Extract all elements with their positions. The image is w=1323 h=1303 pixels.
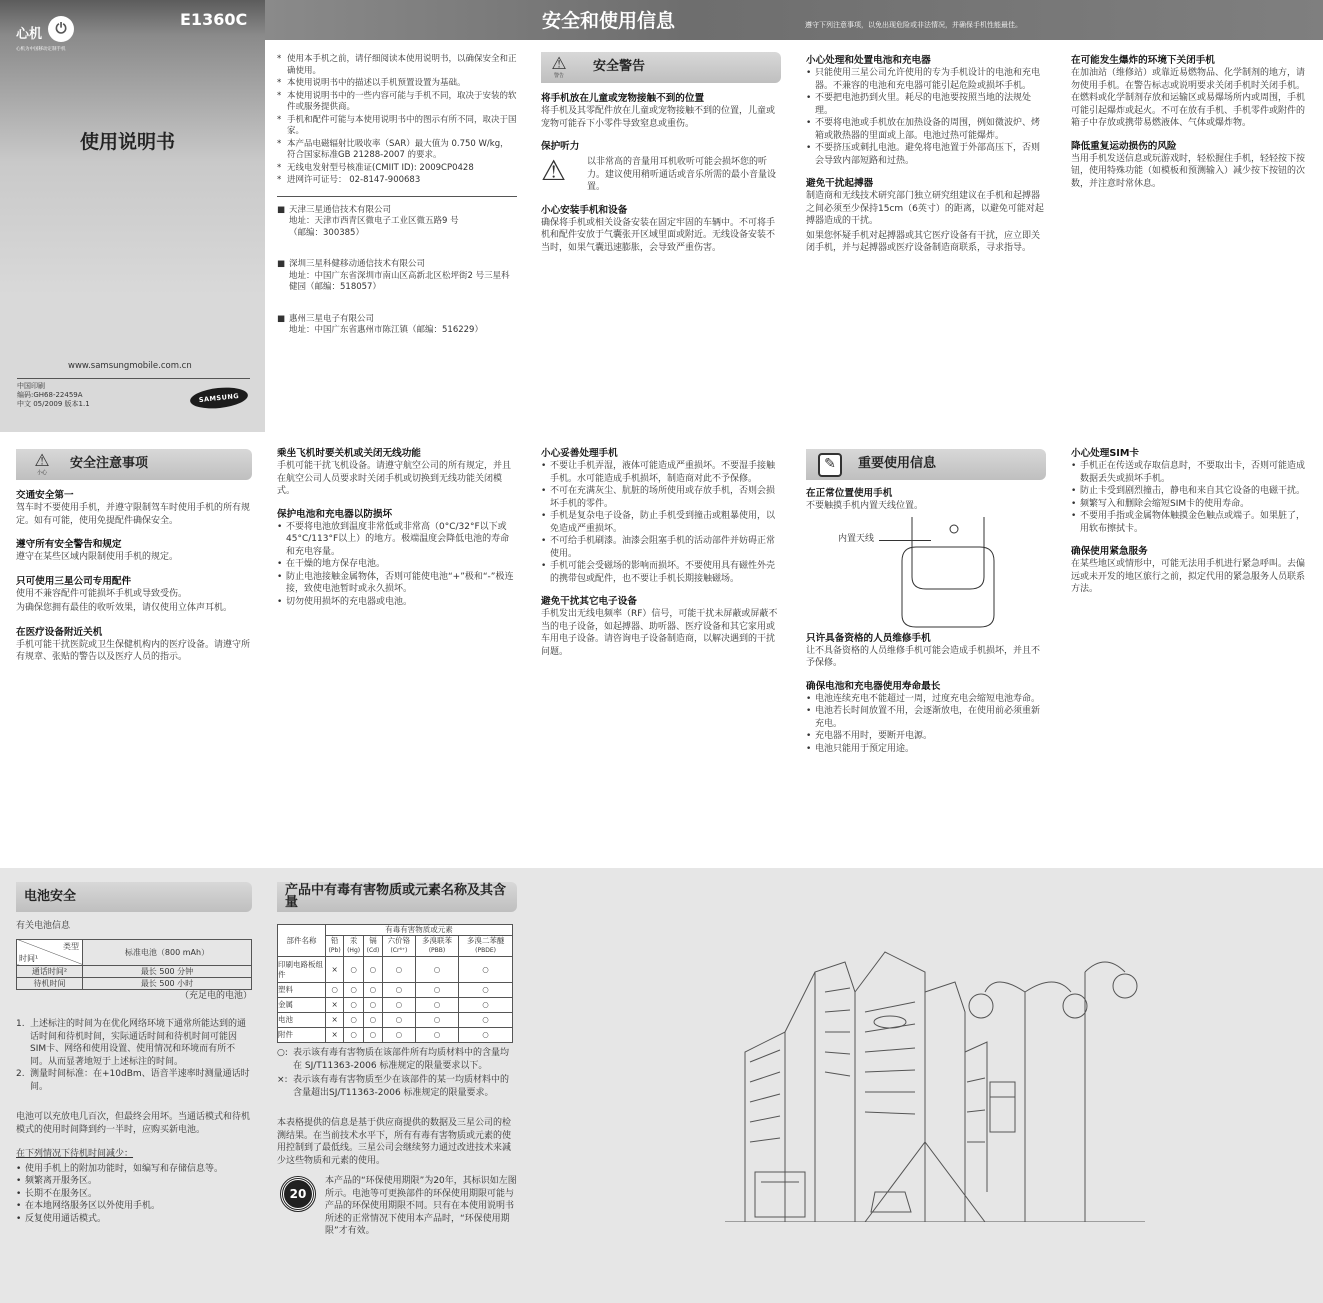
battery-banner [16, 882, 252, 912]
section-title: 在正常位置使用手机 [806, 488, 893, 499]
section-text: 为确保您拥有最佳的收听效果，请仅使用立体声耳机。 [16, 603, 233, 613]
bullet-list [806, 693, 1046, 756]
notes-list [277, 54, 517, 187]
element-name: 汞 [349, 936, 358, 945]
table-row [278, 1013, 513, 1028]
caution-icon-label: 小心 [36, 470, 47, 476]
bullet-item: • 不要挤压或刺扎电池。避免将电池置于外部高压下，否则会导致内部短路和过热。 [806, 142, 1046, 167]
company-name: 惠州三星电子有限公司 [289, 313, 375, 324]
table-row [278, 998, 513, 1013]
cell: ○ [459, 957, 513, 983]
section-text: 制造商和无线技术研究部门独立研究组建议在手机和起搏器之间必须至少保持15cm（6英寸）的距离，以避免可能对起搏器造成的干扰。 [806, 191, 1044, 226]
section-text: 以非常高的音量用耳机收听可能会损坏您的听力。建议使用稍听通话或音乐所需的最小音量设置。 [587, 157, 777, 192]
company-name: 天津三星通信技术有限公司 [289, 204, 392, 215]
bullet-item: • 不可给手机刷漆。油漆会阻塞手机的活动部件并妨碍正常使用。 [541, 535, 781, 560]
company-address: 地址：天津市西青区微电子工业区微五路9 号 [289, 216, 459, 226]
section-title: 小心处理SIM卡 [1071, 448, 1139, 459]
cell: ○ [344, 1028, 364, 1043]
bullet-item: • 切勿使用损坏的充电器或电池。 [277, 596, 517, 609]
cell: ○ [459, 1013, 513, 1028]
cell: ○ [383, 998, 416, 1013]
bullet-item: • 反复使用通话模式。 [16, 1213, 252, 1226]
hazard-legend [277, 1047, 517, 1099]
section-title: 避免干扰起搏器 [806, 178, 874, 189]
reduce-title: 在下列情况下待机时间减少： [16, 1149, 134, 1159]
bullet-item: • 手机是复杂电子设备，防止手机受到撞击或粗暴使用，以免造成严重损坏。 [541, 510, 781, 535]
element-header [459, 936, 513, 957]
bullet-item: • 频繁写入和删除会缩短SIM卡的使用寿命。 [1071, 498, 1307, 511]
brand-name: 心机 [16, 27, 43, 42]
section-text: 电池可以充放电几百次，但最终会用坏。当通话模式和待机模式的使用时间降到约一半时，应购买新电池。 [16, 1112, 251, 1135]
bullet-list [541, 460, 781, 585]
part-name: 电池 [278, 1013, 326, 1028]
battery-title: 电池安全 [24, 888, 77, 904]
header-title: 安全和使用信息 [542, 10, 676, 32]
section-text: 驾车时不要使用手机，并遵守限制驾车时使用手机的所有规定。如有可能，使用免提配件确保安全。 [16, 503, 251, 526]
header-subtitle: 遵守下列注意事项，以免出现危险或非法情况，并确保手机性能最佳。 [805, 21, 1022, 29]
group-header: 有毒有害物质或元素 [326, 925, 513, 936]
caution-icon: ⚠ 小心 [34, 451, 50, 476]
important-banner [806, 449, 1046, 480]
section-title: 小心处理和处置电池和充电器 [806, 55, 931, 66]
section-title: 降低重复运动损伤的风险 [1071, 140, 1177, 152]
cover-panel [0, 0, 265, 432]
company-block [277, 259, 517, 294]
bullet-item: • 不要将电池或手机放在加热设备的周围，例如微波炉、烤箱或散热器的里面或上部。电池过热可能爆炸。 [806, 117, 1046, 142]
cell: ○ [459, 1028, 513, 1043]
element-name: 铅 [330, 936, 339, 945]
warning-icon-label: 警告 [553, 73, 564, 79]
element-header [344, 936, 364, 957]
hearing-icon: ⚠ [541, 154, 567, 187]
square-bullet: ■ [277, 204, 286, 215]
legend-symbol: ○: [277, 1048, 288, 1058]
bullet-item: • 不要把电池扔到火里。耗尽的电池要按照当地的法规处理。 [806, 92, 1046, 117]
bullet-item: • 电池若长时间放置不用，会逐渐放电，在使用前必须重新充电。 [806, 705, 1046, 730]
company-address: 地址：中国广东省深圳市南山区高新北区松坪街2 号三星科健园（邮编：518057） [289, 270, 510, 292]
bullet-item: • 不要用手指或金属物体触摸金色触点或端子。如果脏了，用软布擦拭卡。 [1071, 510, 1307, 535]
part-name-header: 部件名称 [278, 925, 326, 957]
cell: ○ [344, 957, 364, 983]
bullet-item: • 电池只能用于预定用途。 [806, 743, 1046, 756]
square-bullet: ■ [277, 313, 286, 324]
element-name: 镉 [369, 936, 377, 945]
section-text: 当用手机发送信息或玩游戏时，轻松握住手机，轻轻按下按钮，使用特殊功能（如模板和预测输入）减少按下按钮的次数，并注意时常休息。 [1071, 153, 1306, 189]
square-bullet: ■ [277, 259, 286, 269]
section-text: 本表格提供的信息是基于供应商提供的数据及三星公司的检测结果。在当前技术水平下，所有有毒有害物质或元素的使用控制到了最低线。三星公司会继续努力通过改进技术来减少这些物质和元素的使用。 [277, 1118, 512, 1166]
warning-column [541, 52, 781, 254]
section-text: 手机可能干扰医院或卫生保健机构内的医疗设备。请遵守所有规章、张贴的警告以及医疗人员的指示。 [16, 639, 251, 662]
cell: ○ [383, 957, 416, 983]
section-title: 只许具备资格的人员维修手机 [806, 632, 931, 644]
part-name: 塑料 [278, 983, 326, 998]
cell: ○ [415, 1013, 458, 1028]
element-symbol: (PBB) [428, 947, 446, 954]
cell: ○ [415, 983, 458, 998]
section-title: 在医疗设备附近关机 [16, 626, 103, 638]
header-time: 时间¹ [19, 953, 39, 963]
part-name: 印刷电路板组件 [278, 957, 326, 983]
element-symbol: (Cd) [366, 947, 380, 954]
note-item: * 无线电发射型号核准证(CMIIT ID): 2009CP0428 [277, 163, 517, 175]
battery-info: 有关电池信息 [16, 921, 71, 931]
part-name: 附件 [278, 1028, 326, 1043]
bullet-item: • 手机正在传送或存取信息时，不要取出卡，否则可能造成数据丢失或损坏手机。 [1071, 460, 1307, 485]
section-text: 确保将手机或相关设备安装在固定牢固的车辆中。不可将手机和配件安放于气囊张开区域里面或附近。无线设备安装不当时，如果气囊迅速膨胀，会导致严重伤害。 [541, 217, 776, 253]
bullet-list [806, 67, 1046, 167]
bullet-item: • 防止电池接触金属物体，否则可能使电池“+”极和“-”极连接，致使电池暂时或永久损坏。 [277, 571, 517, 596]
battery-safety-column [16, 882, 252, 1225]
bullet-item: • 防止卡受到剧烈撞击，静电和来自其它设备的电磁干扰。 [1071, 485, 1307, 498]
explosion-column [1071, 54, 1307, 190]
cell: ○ [344, 998, 364, 1013]
section-title: 小心妥善处理手机 [541, 448, 618, 459]
bullet-list [16, 1163, 252, 1226]
element-header [363, 936, 382, 957]
numbered-note: 2. 测量时间标准：在+10dBm、语音半速率时测量通话时间。 [16, 1069, 250, 1092]
battery-table [16, 939, 252, 990]
section-text: 遵守在某些区域内限制使用手机的规定。 [16, 552, 179, 562]
section-title: 将手机放在儿童或宠物接触不到的位置 [541, 93, 705, 104]
company-address: 地址：中国广东省惠州市陈江镇（邮编：516229） [289, 325, 483, 335]
bullet-item: • 充电器不用时，要断开电源。 [806, 730, 1046, 743]
element-symbol: (Pb) [328, 947, 341, 954]
caution-banner [16, 449, 252, 480]
bullet-item: • 不可在充满灰尘、肮脏的场所使用或存放手机，否则会损坏手机的零件。 [541, 485, 781, 510]
table-footnote: （充足电的电池） [179, 990, 252, 1001]
company-block [277, 314, 517, 337]
samsung-logo [189, 385, 249, 411]
cell: ○ [363, 998, 382, 1013]
battery-care-column [806, 54, 1046, 255]
antenna-label: 内置天线 [838, 533, 875, 544]
section-title: 在可能发生爆炸的环境下关闭手机 [1071, 55, 1215, 66]
section-title: 小心安装手机和设备 [541, 204, 628, 216]
numbered-note-text: 上述标注的时间为在优化网络环境下通常所能达到的通话时间和待机时间，实际通话时间和待机时间可能因SIM卡、网络和使用设置、使用情况和环境而有所不同。从而显著地短于上述标注的时间。 [30, 1019, 247, 1067]
table-row [278, 983, 513, 998]
section-title: 乘坐飞机时要关机或关闭无线功能 [277, 448, 421, 459]
table-header-row [278, 925, 513, 936]
table-header-row [17, 939, 252, 965]
bullet-item: • 使用手机上的附加功能时，如编写和存储信息等。 [16, 1163, 252, 1176]
section-text: 手机可能干扰飞机设备。请遵守航空公司的所有规定，并且在航空公司人员要求时关闭手机或切换到无线功能关闭模式。 [277, 461, 512, 496]
cell: × [326, 998, 344, 1013]
cell: ○ [344, 1013, 364, 1028]
cell: × [326, 957, 344, 983]
row-value: 最长 500 小时 [83, 977, 252, 989]
numbered-note: 1. 上述标注的时间为在优化网络环境下通常所能达到的通话时间和待机时间，实际通话时间和待机时间可能因SIM卡、网络和使用设置、使用情况和环境而有所不同。从而显著地短于上述标注的时间。 [16, 1019, 247, 1067]
hazard-title: 产品中有毒有害物质或元素名称及其含量 [285, 882, 507, 910]
cell: × [326, 1028, 344, 1043]
cover-title: 使用说明书 [80, 131, 176, 153]
element-name: 多溴联苯 [422, 936, 452, 945]
cell: ○ [415, 1028, 458, 1043]
element-symbol: (Cr⁶⁺) [390, 947, 408, 954]
city-sketch-illustration [725, 932, 1145, 1222]
notes-divider [277, 196, 517, 197]
bullet-item: • 长期不在服务区。 [16, 1188, 252, 1201]
element-symbol: (Hg) [347, 947, 361, 954]
note-item: * 本使用说明书中的描述以手机预置设置为基础。 [277, 78, 517, 90]
cell: ○ [415, 998, 458, 1013]
bullet-item: • 不要让手机弄湿，液体可能造成严重损坏。不要湿手接触手机。水可能造成手机损坏，制造商对此不予保修。 [541, 460, 781, 485]
print-line: 中文 05/2009 版本1.1 [17, 400, 90, 408]
row-label: 待机时间 [17, 977, 83, 989]
important-title: 重要使用信息 [858, 456, 937, 472]
brand-subtitle: 心机为中国移动定制手机 [16, 47, 66, 52]
samsung-logo-text: SAMSUNG [198, 391, 240, 404]
model-name: E1360C [180, 10, 248, 29]
section-text: 在某些地区或情形中，可能无法用手机进行紧急呼叫。去偏远或未开发的地区旅行之前，拟定代用的紧急服务人员联系方法。 [1071, 559, 1306, 594]
bullet-list [277, 521, 517, 609]
table-row [278, 1028, 513, 1043]
brand-logo [16, 14, 84, 56]
legend-text: 表示该有毒有害物质在该部件所有均质材料中的含量均在 SJ/T11363-2006 标准规定的限量要求以下。 [293, 1048, 510, 1071]
print-info [17, 382, 90, 409]
row-label: 通话时间² [17, 965, 83, 977]
note-item: * 本产品电磁辐射比吸收率（SAR）最大值为 0.750 W/kg，符合国家标准GB 21288-2007 的要求。 [277, 139, 517, 162]
sim-column [1071, 447, 1307, 596]
bullet-item: • 电池连续充电不能超过一周，过度充电会缩短电池寿命。 [806, 693, 1046, 706]
hazard-banner [277, 882, 517, 912]
bullet-item: • 只能使用三星公司允许使用的专为手机设计的电池和充电器。不兼容的电池和充电器可能引起危险或损坏手机。 [806, 67, 1046, 92]
legend-text: 表示该有毒有害物质至少在该部件的某一均质材料中的含量超出SJ/T11363-2006 标准规定的限量要求。 [293, 1075, 510, 1098]
aircraft-column [277, 447, 517, 608]
header-bar [265, 0, 1323, 40]
element-symbol: (PBDE) [475, 947, 496, 954]
eco-text: 本产品的“环保使用期限”为20年，其标识如左图所示。电池等可更换部件的环保使用期限可能与产品的环保使用期限不同。只有在本使用说明书所述的正常情况下使用本产品时，“环保使用期限”才有效。 [325, 1176, 517, 1236]
caution-title: 安全注意事项 [70, 456, 149, 472]
section-text: 使用不兼容配件可能损坏手机或导致受伤。 [16, 588, 188, 599]
section-title: 保护听力 [541, 141, 580, 152]
warning-icon: ⚠ 警告 [551, 54, 567, 79]
company-name: 深圳三星科健移动通信技术有限公司 [289, 259, 426, 269]
cell: ○ [383, 983, 416, 998]
header-type: 类型 [63, 941, 79, 951]
row-value: 最长 500 分钟 [83, 965, 252, 977]
header-standard: 标准电池（800 mAh） [83, 939, 252, 965]
warning-banner [541, 52, 781, 83]
section-title: 交通安全第一 [16, 490, 74, 501]
print-line: 中国印刷 [17, 382, 45, 390]
element-name: 六价铬 [387, 936, 411, 945]
print-line: 编码:GH68-22459A [17, 391, 83, 399]
section-title: 保护电池和充电器以防损坏 [277, 508, 393, 520]
cell: ○ [459, 998, 513, 1013]
section-title: 避免干扰其它电子设备 [541, 596, 637, 607]
element-name: 多溴二苯醚 [466, 936, 505, 945]
important-column [806, 449, 1046, 755]
numbered-notes [16, 1018, 252, 1093]
cell: ○ [363, 983, 382, 998]
cell: × [326, 1013, 344, 1028]
element-header [383, 936, 416, 957]
section-text: 在加油站（维修站）或靠近易燃物品、化学制剂的地方，请勿使用手机。在警告标志或说明要求关闭手机时关闭手机。在燃料或化学制剂存放和运输区或易爆场所内或周围，手机可能引起爆炸或起火。不可在放有手机、手机零件或附件的箱子中存放或携带易燃液体、气体或爆炸物。 [1071, 68, 1306, 128]
website-link[interactable]: www.samsungmobile.com.cn [68, 361, 192, 371]
cell: ○ [363, 957, 382, 983]
table-row [278, 957, 513, 983]
notes-column [277, 54, 517, 337]
hazard-table [277, 924, 513, 1043]
note-item: * 进网许可证号： 02-8147-900683 [277, 175, 517, 187]
note-item: * 使用本手机之前，请仔细阅读本使用说明书，以确保安全和正确使用。 [277, 54, 517, 77]
cell: ○ [363, 1013, 382, 1028]
section-text: 不要触摸手机内置天线位置。 [806, 501, 924, 511]
antenna-diagram [806, 517, 1046, 629]
cell: ○ [344, 983, 364, 998]
note-item: * 本使用说明书中的一些内容可能与手机不同，取决于安装的软件或服务提供商。 [277, 91, 517, 114]
note-icon: ✎ [818, 453, 842, 477]
section-title: 遵守所有安全警告和规定 [16, 539, 122, 550]
table-row [17, 965, 252, 977]
company-zip: （邮编：300385） [289, 227, 364, 238]
bullet-item: • 在本地网络服务区以外使用手机。 [16, 1200, 252, 1213]
diagonal-header-cell [17, 939, 83, 965]
cell: ○ [459, 983, 513, 998]
section-text: 手机发出无线电频率（RF）信号，可能干扰未屏蔽或屏蔽不当的电子设备，如起搏器、助听器、医疗设备和其它家用或车用电子设备。请咨询电子设备制造商，以解决遇到的干扰问题。 [541, 609, 778, 657]
cell: ○ [383, 1028, 416, 1043]
element-header [326, 936, 344, 957]
hazard-column [277, 882, 517, 1238]
eco-number: 20 [289, 1186, 307, 1201]
section-title: 确保使用紧急服务 [1071, 546, 1148, 557]
phone-drawing [898, 517, 998, 629]
company-block [277, 205, 517, 240]
bullet-list [1071, 460, 1307, 535]
warning-title: 安全警告 [593, 59, 646, 75]
caution-column [16, 449, 252, 664]
legend-symbol: ×: [277, 1075, 288, 1085]
section-text: 将手机及其零配件放在儿童或宠物接触不到的位置，儿童或宠物可能吞下小零件导致窒息或重伤。 [541, 106, 776, 129]
note-item: * 手机和配件可能与本使用说明书中的图示有所不同，取决于国家。 [277, 115, 517, 138]
bullet-item: • 不要将电池放到温度非常低或非常高（0°C/32°F以下或45°C/113°F以上）的地方。极端温度会降低电池的寿命和充电容量。 [277, 521, 517, 559]
bullet-item: • 手机可能会受磁场的影响而损坏。不要使用具有磁性外壳的携带包或配件，也不要让手机长期接触磁场。 [541, 560, 781, 585]
numbered-note-text: 测量时间标准：在+10dBm、语音半速率时测量通话时间。 [30, 1069, 250, 1092]
section-title: 只可使用三星公司专用配件 [16, 575, 132, 587]
element-header [415, 936, 458, 957]
cover-divider [17, 378, 250, 379]
section-text: 让不具备资格的人员维修手机可能会造成手机损坏，并且不予保修。 [806, 645, 1041, 668]
cell: ○ [383, 1013, 416, 1028]
cell: ○ [326, 983, 344, 998]
handling-column [541, 447, 781, 658]
power-icon: ⏻ [48, 16, 74, 42]
table-row [17, 977, 252, 989]
bullet-item: • 在干燥的地方保存电池。 [277, 558, 517, 571]
section-title: 确保电池和充电器使用寿命最长 [806, 680, 941, 692]
section-text: 如果您怀疑手机对起搏器或其它医疗设备有干扰，应立即关闭手机，并与起搏器或医疗设备制造商联系，寻求指导。 [806, 230, 1041, 253]
eco-period-icon [281, 1177, 315, 1211]
cell: ○ [415, 957, 458, 983]
bullet-item: • 频繁离开服务区。 [16, 1175, 252, 1188]
part-name: 金属 [278, 998, 326, 1013]
cell: ○ [363, 1028, 382, 1043]
